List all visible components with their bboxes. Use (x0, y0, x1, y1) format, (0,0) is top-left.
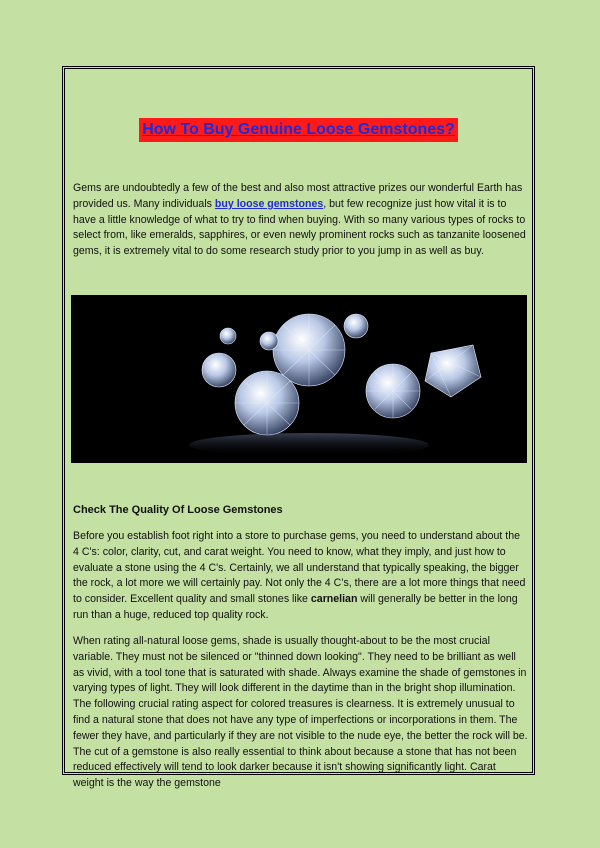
intro-text-1: Gems are undoubtedly a few of the best and also most attractive prizes our wonderful Earth has provided us. Many individuals (73, 182, 523, 210)
section-heading: Check The Quality Of Loose Gemstones (73, 504, 283, 516)
quality-text-2: will generally be better in the long run than a huge, reduced top quality rock. (73, 593, 518, 621)
intro-text-2: , but few recognize just how vital it is to have a little knowledge of what to try to find when buying. With so many various types of rocks to select from, like emeralds, sapphires, or even newly prominent rocks such as tanzanite loosened gems, it is extremely vital to do some research study prior to you jump in as well as buy. (73, 197, 526, 258)
diamond-gems-illustration (71, 295, 527, 463)
quality-paragraph (73, 529, 528, 624)
rating-paragraph: When rating all-natural loose gems, shade is usually thought-about to be the most crucial variable. They must not be silenced or "thinned down looking". They need to be brilliant as well as vivid, with a tool tone that is saturated with shade. Always examine the shade of gemstones in varying types of light. They will look different in the daytime than in the bright shop illumination. The following crucial rating aspect for colored treasures is clearness. It is extremely unusual to find a natural stone that does not have any type of imperfections or incorporations in them. The fewer they have, and particularly if they are not visible to the nude eye, the better the rock will be. The cut of a gemstone is also really essential to think about because a stone that has not been reduced effectively will tend to look darker because it isn't showing significantly light. Carat weight is the way the gemstone (73, 635, 528, 790)
title-wrap (65, 118, 532, 142)
page-frame (62, 66, 535, 790)
gemstones-image (71, 295, 527, 463)
carnelian-term: carnelian (310, 593, 358, 606)
page-title: How To Buy Genuine Loose Gemstones? (139, 118, 458, 142)
quality-text-1: Before you establish foot right into a store to purchase gems, you need to understand about the 4 C's: color, clarity, cut, and carat weight. You need to know, what they imply, and just how to evaluate a stone using the 4 C's. Certainly, we all understand that typically speaking, the bigger the rock, a lot more we will certainly pay. Not only the 4 C’s, there are a lot more things that need to consider. Excellent quality and small stones like (73, 530, 526, 606)
intro-paragraph (73, 181, 528, 260)
buy-loose-gemstones-link[interactable]: buy loose gemstones (214, 197, 324, 210)
